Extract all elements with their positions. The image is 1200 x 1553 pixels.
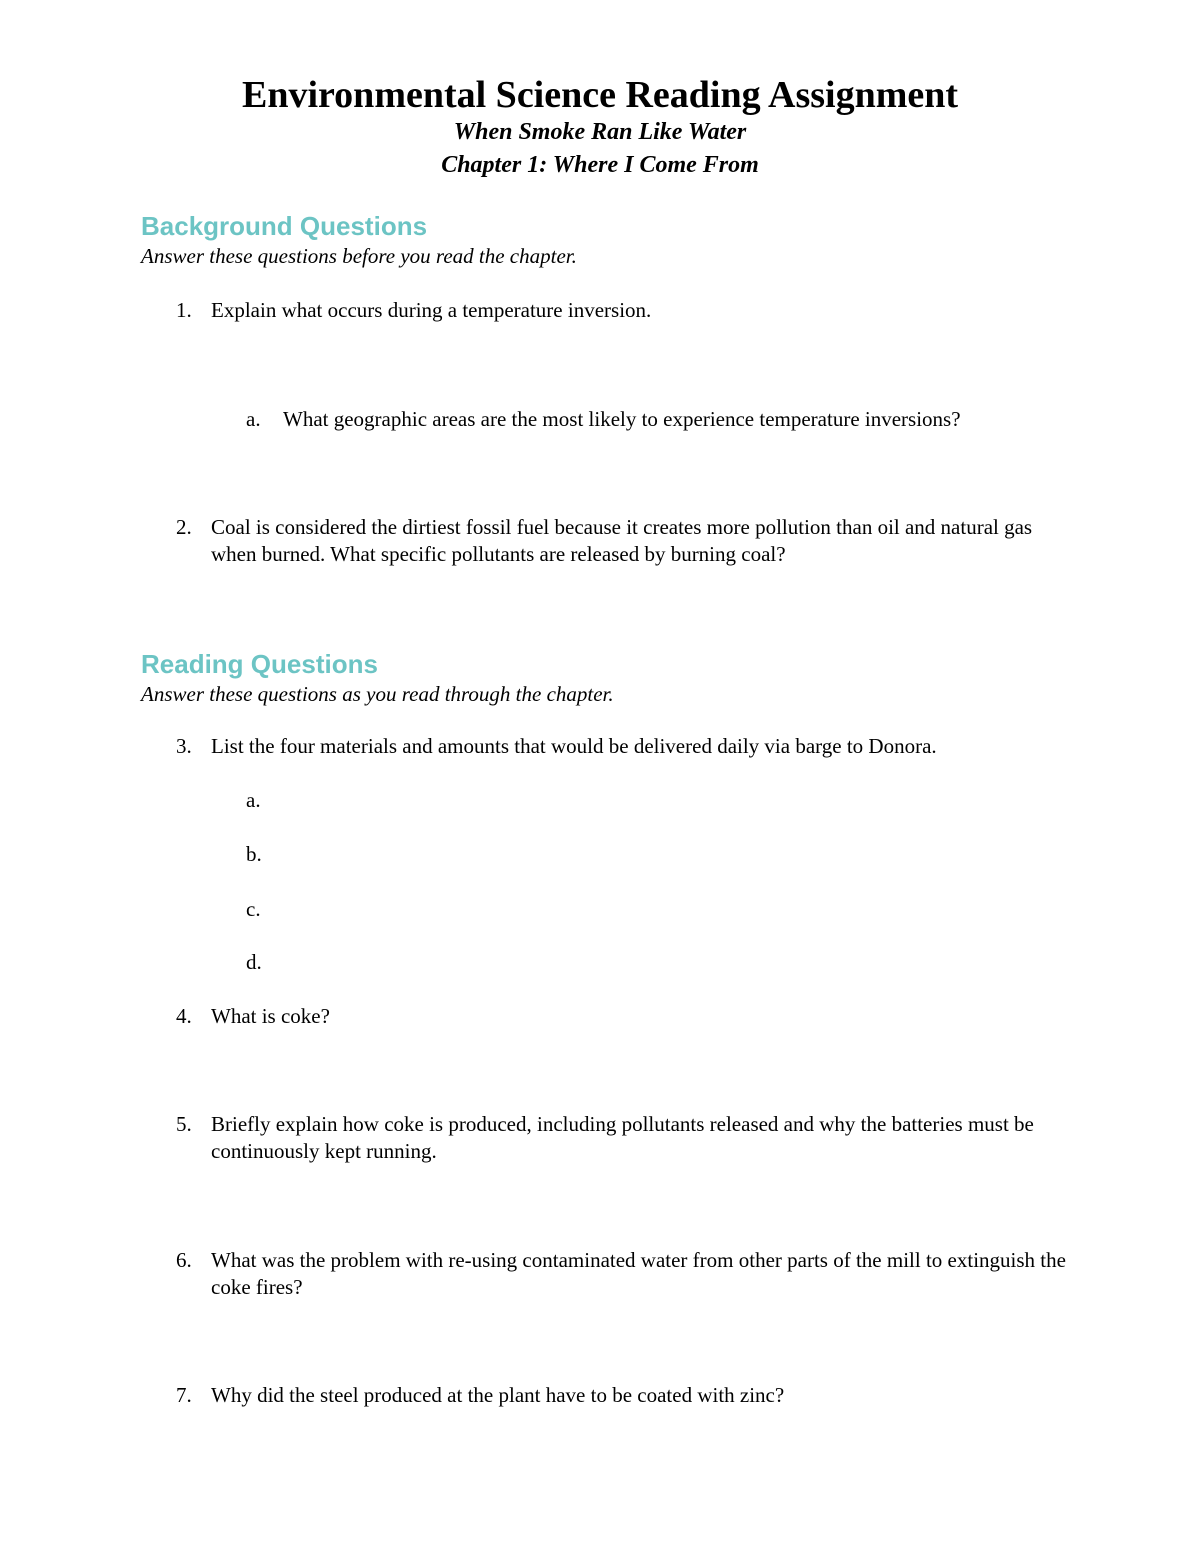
background-instructions: Answer these questions before you read the chapter. <box>141 244 577 268</box>
subitem-letter: a. <box>246 407 261 431</box>
chapter-title: Chapter 1: Where I Come From <box>441 152 759 178</box>
question-number: 7. <box>176 1383 192 1407</box>
question-number: 5. <box>176 1112 192 1136</box>
question-number: 4. <box>176 1004 192 1028</box>
question-text: List the four materials and amounts that would be delivered daily via barge to Donora. <box>211 734 937 758</box>
question-text: Briefly explain how coke is produced, including pollutants released and why the batteries must be continuously kept running. <box>211 1112 1034 1163</box>
reading-questions-heading: Reading Questions <box>141 649 378 679</box>
question-number: 3. <box>176 734 192 758</box>
subitem-letter: c. <box>246 897 261 921</box>
question-number: 2. <box>176 515 192 539</box>
subitem-letter: a. <box>246 788 261 812</box>
question-text: What is coke? <box>211 1004 330 1028</box>
question-text: Coal is considered the dirtiest fossil fuel because it creates more pollution than oil and natural gas when burned. What specific pollutants are released by burning coal? <box>211 515 1033 566</box>
question-text: Why did the steel produced at the plant have to be coated with zinc? <box>211 1383 785 1407</box>
book-title: When Smoke Ran Like Water <box>453 119 747 145</box>
question-text: Explain what occurs during a temperature inversion. <box>211 298 652 322</box>
question-text: What was the problem with re-using contaminated water from other parts of the mill to extinguish the coke fires? <box>211 1248 1066 1299</box>
question-number: 6. <box>176 1248 192 1272</box>
question-number: 1. <box>176 298 192 322</box>
document-title: Environmental Science Reading Assignment <box>241 74 959 116</box>
background-questions-heading: Background Questions <box>141 211 428 241</box>
subitem-text: What geographic areas are the most likely to experience temperature inversions? <box>283 407 961 431</box>
reading-instructions: Answer these questions as you read through the chapter. <box>141 682 614 706</box>
subitem-letter: d. <box>246 950 262 974</box>
subitem-letter: b. <box>246 842 262 866</box>
